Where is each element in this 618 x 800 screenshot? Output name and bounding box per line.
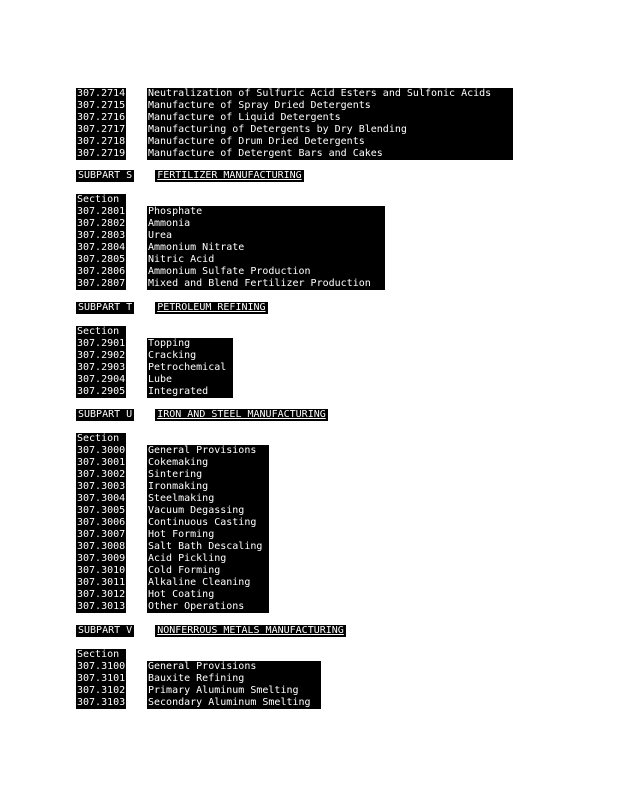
table-row [76,661,321,673]
section-number: 307.3100 [77,661,126,672]
section-number: 307.3008 [77,541,126,552]
section-number: 307.2716 [77,112,126,123]
subpart-heading [76,302,268,314]
section-title: Manufacturing of Detergents by Dry Blending [147,124,513,136]
section-title: Manufacture of Drum Dried Detergents [147,136,513,148]
section-number: 307.2807 [77,278,126,289]
section-title: Manufacture of Liquid Detergents [147,112,513,124]
section-title: General Provisions [147,445,269,457]
iron-steel-section-list [76,433,269,613]
table-row [76,374,233,386]
section-column-header: Section [76,326,126,338]
section-number: 307.2719 [77,148,126,159]
section-title: Neutralization of Sulfuric Acid Esters and Sulfonic Acids [147,88,513,100]
section-title: Secondary Aluminum Smelting [147,697,321,709]
section-title: Alkaline Cleaning [147,577,269,589]
detergent-section-list [76,88,513,160]
section-title: Bauxite Refining [147,673,321,685]
section-title: Topping [147,338,233,350]
section-number: 307.3001 [77,457,126,468]
section-number: 307.2803 [77,230,126,241]
section-title: Cracking [147,350,233,362]
section-number: 307.2717 [77,124,126,135]
section-title: Hot Coating [147,589,269,601]
section-number: 307.2805 [77,254,126,265]
section-column-header: Section [76,433,126,445]
table-row [76,589,269,601]
section-title: General Provisions [147,661,321,673]
table-row [76,481,269,493]
table-row [76,350,233,362]
subpart-heading [76,409,328,421]
table-row [76,338,233,350]
section-title: Ammonium Nitrate [147,242,385,254]
section-title: Ammonium Sulfate Production [147,266,385,278]
table-row [76,493,269,505]
table-row [76,553,269,565]
section-number: 307.2804 [77,242,126,253]
section-number: 307.2901 [77,338,126,349]
table-row [76,230,385,242]
section-title: Lube [147,374,233,386]
section-title: Continuous Casting [147,517,269,529]
section-title: Nitric Acid [147,254,385,266]
section-number: 307.2905 [77,386,126,397]
section-title: Phosphate [147,206,385,218]
subpart-id: SUBPART U [78,409,133,420]
table-row [76,469,269,481]
subpart-name: PETROLEUM REFINING [157,302,266,313]
table-row [76,541,269,553]
section-title: Mixed and Blend Fertilizer Production [147,278,385,290]
subpart-name: IRON AND STEEL MANUFACTURING [157,409,326,420]
section-number: 307.2802 [77,218,126,229]
table-row [76,218,385,230]
table-row [76,254,385,266]
table-row [76,124,513,136]
table-row [76,457,269,469]
table-row [76,529,269,541]
section-number: 307.2903 [77,362,126,373]
section-number: 307.3010 [77,565,126,576]
petroleum-section-list [76,326,233,398]
section-title: Hot Forming [147,529,269,541]
subpart-name: NONFERROUS METALS MANUFACTURING [157,625,344,636]
section-column-header: Section [76,194,126,206]
nonferrous-section-list [76,649,321,709]
table-row [76,685,321,697]
section-title: Ammonia [147,218,385,230]
subpart-heading [76,170,304,182]
section-number: 307.2718 [77,136,126,147]
table-row [76,100,513,112]
table-row [76,505,269,517]
section-number: 307.2806 [77,266,126,277]
fertilizer-section-list [76,194,385,290]
section-title: Steelmaking [147,493,269,505]
table-row [76,673,321,685]
table-row [76,565,269,577]
table-row [76,278,385,290]
section-number: 307.3000 [77,445,126,456]
subpart-id: SUBPART S [78,170,133,181]
section-number: 307.3005 [77,505,126,516]
table-row [76,266,385,278]
section-number: 307.3103 [77,697,126,708]
subpart-name: FERTILIZER MANUFACTURING [157,170,302,181]
section-number: 307.2904 [77,374,126,385]
section-title: Urea [147,230,385,242]
table-row [76,386,233,398]
section-title: Manufacture of Detergent Bars and Cakes [147,148,513,160]
section-number: 307.3002 [77,469,126,480]
section-title: Integrated [147,386,233,398]
section-title: Primary Aluminum Smelting [147,685,321,697]
section-title: Salt Bath Descaling [147,541,269,553]
section-number: 307.3007 [77,529,126,540]
section-title: Vacuum Degassing [147,505,269,517]
section-number: 307.3006 [77,517,126,528]
section-title: Manufacture of Spray Dried Detergents [147,100,513,112]
table-row [76,148,513,160]
section-title: Other Operations [147,601,269,613]
section-number: 307.3013 [77,601,126,612]
table-row [76,206,385,218]
section-number: 307.3004 [77,493,126,504]
section-number: 307.2902 [77,350,126,361]
section-number: 307.2801 [77,206,126,217]
section-title: Cold Forming [147,565,269,577]
table-row [76,577,269,589]
subpart-heading [76,625,346,637]
section-number: 307.2715 [77,100,126,111]
table-row [76,517,269,529]
section-number: 307.2714 [77,88,126,99]
table-row [76,601,269,613]
section-title: Sintering [147,469,269,481]
section-title: Cokemaking [147,457,269,469]
subpart-id: SUBPART T [78,302,133,313]
section-title: Ironmaking [147,481,269,493]
table-row [76,362,233,374]
section-number: 307.3011 [77,577,126,588]
section-number: 307.3012 [77,589,126,600]
section-number: 307.3101 [77,673,126,684]
table-row [76,445,269,457]
section-title: Petrochemical [147,362,233,374]
section-column-header: Section [76,649,126,661]
table-row [76,112,513,124]
table-row [76,242,385,254]
table-row [76,88,513,100]
table-row [76,136,513,148]
table-row [76,697,321,709]
section-title: Acid Pickling [147,553,269,565]
section-number: 307.3102 [77,685,126,696]
section-number: 307.3009 [77,553,126,564]
section-number: 307.3003 [77,481,126,492]
subpart-id: SUBPART V [78,625,133,636]
